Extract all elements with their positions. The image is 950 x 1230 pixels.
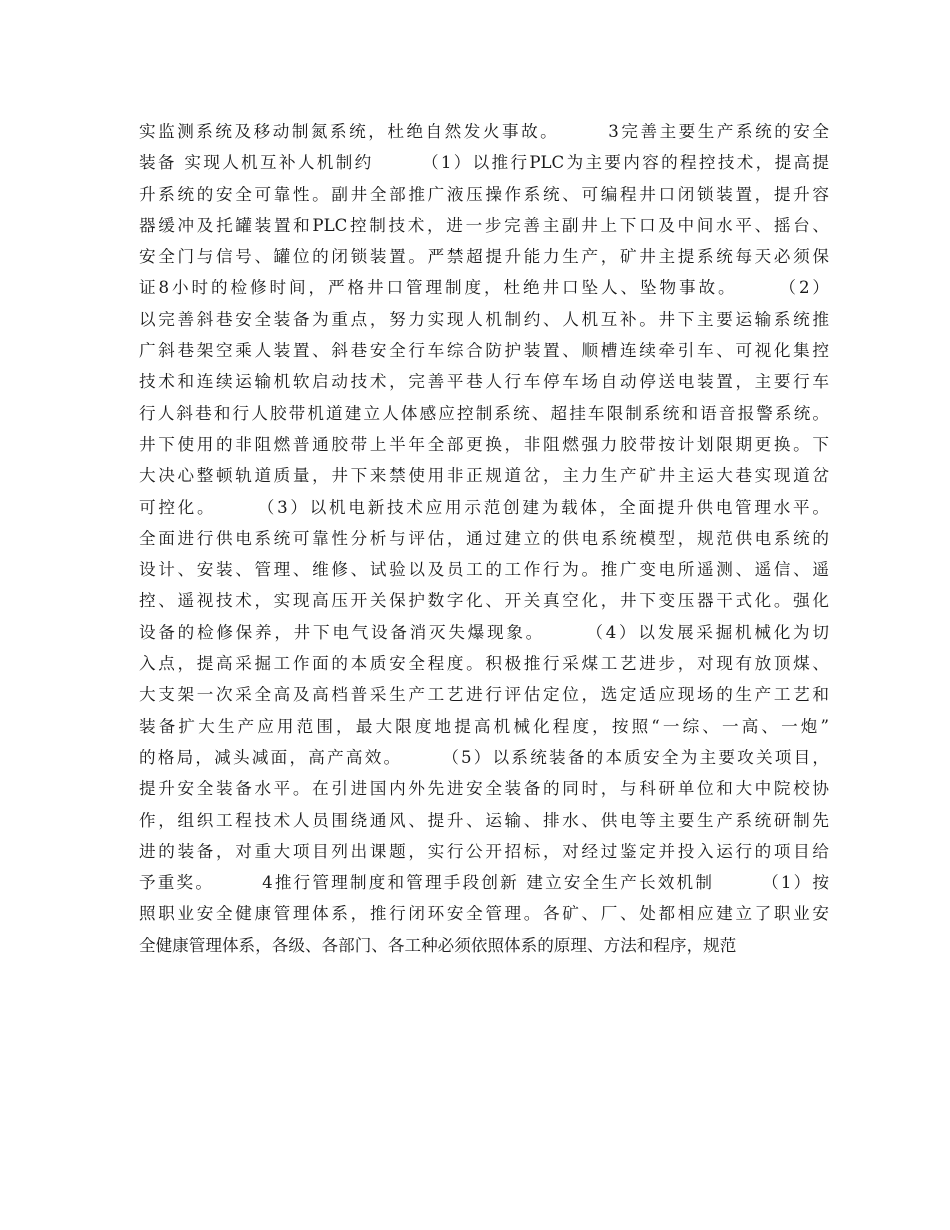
text-line: 作，组织工程技术人员围绕通风、提升、运输、排水、供电等主要生产系统研制先 <box>139 810 829 830</box>
text-line: 器缓冲及托罐装置和PLC控制技术，进一步完善主副井上下口及中间水平、摇台、 <box>139 215 829 235</box>
text-line: 实监测系统及移动制氮系统，杜绝自然发火事故。 3完善主要生产系统的安全 <box>139 122 829 141</box>
text-line: 大决心整顿轨道质量，井下来禁使用非正规道岔，主力生产矿井主运大巷实现道岔 <box>139 466 829 486</box>
text-line: 可控化。 （3）以机电新技术应用示范创建为载体，全面提升供电管理水平。 <box>139 497 829 517</box>
body-text <box>139 116 829 961</box>
text-line: 进的装备，对重大项目列出课题，实行公开招标，对经过鉴定并投入运行的项目给 <box>139 841 829 861</box>
text-line: 全面进行供电系统可靠性分析与评估，通过建立的供电系统模型，规范供电系统的 <box>139 528 829 548</box>
text-line: 以完善斜巷安全装备为重点，努力实现人机制约、人机互补。井下主要运输系统推 <box>139 309 829 329</box>
text-line: 全健康管理体系，各级、各部门、各工种必须依照体系的原理、方法和程序，规范 <box>139 935 737 955</box>
text-line: 照职业安全健康管理体系，推行闭环安全管理。各矿、厂、处都相应建立了职业安 <box>139 904 829 924</box>
text-line: 装备 实现人机互补人机制约 （1）以推行PLC为主要内容的程控技术，提高提 <box>139 153 829 173</box>
text-line: 予重奖。 4推行管理制度和管理手段创新 建立安全生产长效机制 （1）按 <box>139 873 829 893</box>
text-line: 设计、安装、管理、维修、试验以及员工的工作行为。推广变电所遥测、遥信、遥 <box>139 560 829 580</box>
text-line: 设备的检修保养，井下电气设备消灭失爆现象。 （4）以发展采掘机械化为切 <box>139 622 829 642</box>
text-line: 井下使用的非阻燃普通胶带上半年全部更换，非阻燃强力胶带按计划限期更换。下 <box>139 434 829 454</box>
text-line: 装备扩大生产应用范围，最大限度地提高机械化程度，按照“一综、一高、一炮” <box>139 716 829 736</box>
text-line: 行人斜巷和行人胶带机道建立人体感应控制系统、超挂车限制系统和语音报警系统。 <box>139 403 829 423</box>
text-line: 大支架一次采全高及高档普采生产工艺进行评估定位，选定适应现场的生产工艺和 <box>139 685 829 705</box>
text-line: 安全门与信号、罐位的闭锁装置。严禁超提升能力生产，矿井主提系统每天必须保 <box>139 247 829 267</box>
text-line: 广斜巷架空乘人装置、斜巷安全行车综合防护装置、顺槽连续牵引车、可视化集控 <box>139 341 829 361</box>
text-line: 控、遥视技术，实现高压开关保护数字化、开关真空化，井下变压器干式化。强化 <box>139 591 829 611</box>
text-line: 的格局，减头减面，高产高效。 （5）以系统装备的本质安全为主要攻关项目， <box>139 747 829 767</box>
text-line: 升系统的安全可靠性。副井全部推广液压操作系统、可编程井口闭锁装置，提升容 <box>139 184 829 204</box>
text-line: 证8小时的检修时间，严格井口管理制度，杜绝井口坠人、坠物事故。 （2） <box>139 278 829 298</box>
text-line: 入点，提高采掘工作面的本质安全程度。积极推行采煤工艺进步，对现有放顶煤、 <box>139 654 829 674</box>
text-line: 技术和连续运输机软启动技术，完善平巷人行车停车场自动停送电装置，主要行车 <box>139 372 829 392</box>
text-line: 提升安全装备水平。在引进国内外先进安全装备的同时，与科研单位和大中院校协 <box>139 779 829 799</box>
